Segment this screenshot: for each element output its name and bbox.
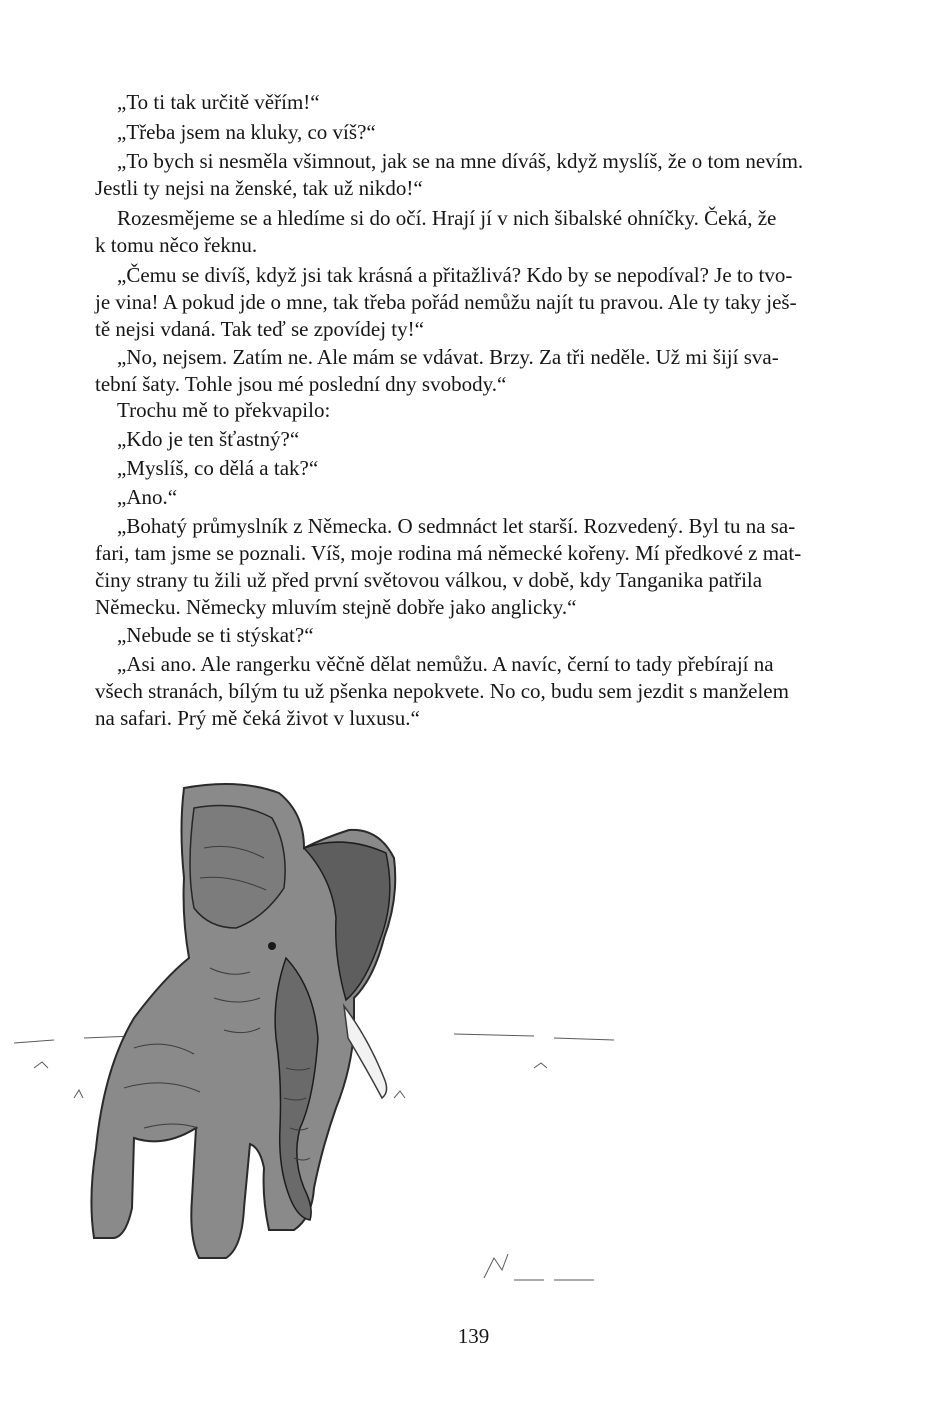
- text-line: „Čemu se divíš, když jsi tak krásná a přitažlivá? Kdo by se nepodíval? Je to tvo-: [117, 263, 793, 287]
- text-line: „To ti tak určitě věřím!“: [117, 90, 320, 114]
- text-line: tební šaty. Tohle jsou mé poslední dny svobody.“: [95, 372, 507, 396]
- paragraph: [95, 205, 776, 259]
- paragraph: [95, 148, 803, 202]
- text-line: „Nebude se ti stýskat?“: [117, 623, 314, 647]
- text-line: Německu. Německy mluvím stejně dobře jako anglicky.“: [95, 595, 577, 619]
- elephant-illustration: [14, 768, 614, 1288]
- text-line: „Kdo je ten šťastný?“: [117, 427, 300, 451]
- paragraph: [95, 513, 801, 621]
- text-line: „Myslíš, co dělá a tak?“: [117, 456, 319, 480]
- text-line: k tomu něco řeknu.: [95, 233, 258, 257]
- text-line: „To bych si nesměla všimnout, jak se na mne díváš, když myslíš, že o tom nevím.: [117, 149, 804, 173]
- text-line: na safari. Prý mě čeká život v luxusu.“: [95, 706, 420, 730]
- paragraph: [117, 397, 330, 424]
- text-line: „Třeba jsem na kluky, co víš?“: [117, 120, 376, 144]
- text-line: tě nejsi vdaná. Tak teď se zpovídej ty!“: [95, 317, 424, 341]
- text-line: Rozesmějeme se a hledíme si do očí. Hrají jí v nich šibalské ohníčky. Čeká, že: [117, 206, 777, 230]
- page-number: 139: [457, 1324, 490, 1348]
- paragraph: [95, 262, 797, 343]
- paragraph: [117, 89, 320, 116]
- text-line: činy strany tu žili už před první světovou válkou, v době, kdy Tanganika patřila: [95, 568, 763, 592]
- text-line: „Ano.“: [117, 485, 178, 509]
- paragraph: [117, 484, 177, 511]
- text-line: „No, nejsem. Zatím ne. Ale mám se vdávat. Brzy. Za tři neděle. Už mi šijí sva-: [117, 345, 779, 369]
- paragraph: [95, 651, 789, 732]
- paragraph: [95, 344, 779, 398]
- text-line: fari, tam jsme se poznali. Víš, moje rodina má německé kořeny. Mí předkové z mat-: [95, 541, 802, 565]
- text-line: Jestli ty nejsi na ženské, tak už nikdo!“: [95, 176, 423, 200]
- paragraph: [117, 119, 376, 146]
- text-line: Trochu mě to překvapilo:: [117, 398, 331, 422]
- paragraph: [117, 455, 318, 482]
- text-line: „Asi ano. Ale rangerku věčně dělat nemůžu. A navíc, černí to tady přebírají na: [117, 652, 774, 676]
- text-line: všech stranách, bílým tu už pšenka nepokvete. No co, budu sem jezdit s manželem: [95, 679, 789, 703]
- paragraph: [117, 622, 314, 649]
- paragraph: [117, 426, 299, 453]
- text-line: „Bohatý průmyslník z Německa. O sedmnáct let starší. Rozvedený. Byl tu na sa-: [117, 514, 796, 538]
- text-line: je vina! A pokud jde o mne, tak třeba pořád nemůžu najít tu pravou. Ale ty taky ješ-: [95, 290, 797, 314]
